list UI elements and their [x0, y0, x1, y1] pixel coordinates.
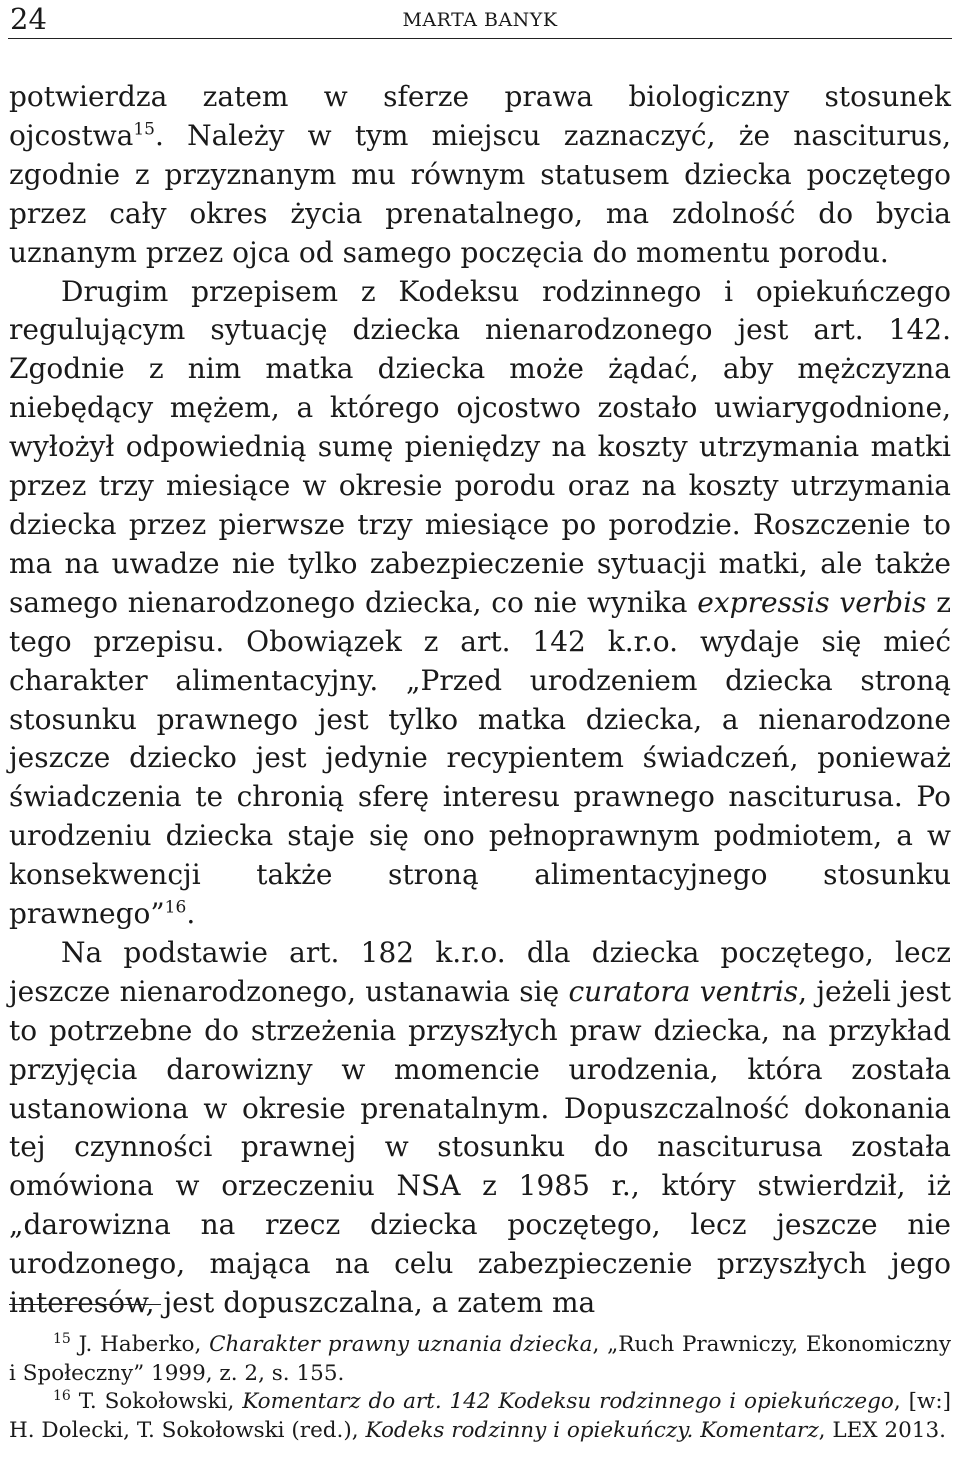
paragraph-1-text: potwierdza zatem w sferze prawa biologiczny stosunek ojcostwa [9, 80, 951, 152]
paragraph-2-end: . [186, 897, 196, 931]
footnote-15 [9, 1331, 951, 1388]
paragraph-3 [9, 934, 951, 1323]
paragraph-2-text: Drugim przepisem z Kodeksu rodzinnego i opiekuńczego regulującym sytuację dziecka nienarodzonego jest art. 142. Zgodnie z nim matka dziecka może żądać, aby mężczyzna niebędący mężem, a którego ojcostwo zostało uwiarygodnione, wyłożył odpowiednią sumę pieniędzy na koszty utrzymania matki przez trzy miesiące w okresie porodu oraz na koszty utrzymania dziecka przez pierwsze trzy miesiące po porodzie. Roszczenie to ma na uwadze nie tylko zabezpieczenie sytuacji matki, ale także samego nienarodzonego dziecka, co nie wynika [9, 274, 951, 619]
paragraph-2-text-cont: z tego przepisu. Obowiązek z art. 142 k.r.o. wydaje się mieć charakter alimentacyjny. „Przed urodzeniem dziecka stroną stosunku prawnego jest tylko matka dziecka, a nienarodzone jeszcze dziecko jest jedynie recypientem świadczeń, ponieważ świadczenia te chronią sferę interesu prawnego nasciturusa. Po urodzeniu dziecka staje się ono pełnoprawnym podmiotem, a w konsekwencji także stroną alimentacyjnego stosunku prawnego” [9, 585, 951, 931]
footnote-title: Charakter prawny uznania dziecka [209, 1332, 593, 1357]
footnotes [9, 1331, 951, 1445]
paragraph-3-text: Na podstawie art. 182 k.r.o. dla dziecka poczętego, lecz jeszcze nienarodzonego, ustanawia się [9, 935, 951, 1008]
footnote-number: 16 [53, 1387, 71, 1404]
footnote-ref-15[interactable]: 15 [133, 119, 155, 140]
italic-phrase: expressis verbis [697, 585, 927, 619]
italic-phrase: curatora ventris [568, 974, 799, 1008]
paragraph-3-text-cont: , jeżeli jest to potrzebne do strzeżenia przyszłych praw dziecka, na przykład przyjęcia darowizny w momencie urodzenia, która została ustanowiona w okresie prenatalnym. Dopuszczalność dokonania tej czynności prawnej w stosunku do nasciturusa została omówiona w orzeczeniu NSA z 1985 r., który stwierdził, iż „darowizna na rzecz dziecka poczętego, lecz jeszcze nie urodzonego, mająca na celu zabezpieczenie przyszłych jego interesów, jest dopuszczalna, a zatem ma [9, 974, 952, 1320]
main-text [9, 78, 951, 1323]
footnote-16 [9, 1388, 951, 1445]
paragraph-2 [9, 273, 951, 934]
footnote-text: J. Haberko, [70, 1332, 210, 1357]
footnote-text: T. Sokołowski, [70, 1389, 243, 1414]
footnote-text-end: , LEX 2013. [818, 1417, 946, 1443]
page-number: 24 [10, 2, 47, 36]
footnote-text-cont: , „Ruch Prawniczy, Ekonomiczny i Społeczny” 1999, z. 2, s. 155. [9, 1332, 951, 1386]
running-head-author: MARTA BANYK [402, 9, 558, 31]
page-header [8, 0, 952, 39]
footnote-number: 15 [53, 1330, 71, 1347]
footnote-text-cont: , [w:] H. Dolecki, T. Sokołowski (red.), [9, 1389, 951, 1443]
paragraph-1-rest: . Należy w tym miejscu zaznaczyć, że nasciturus, zgodnie z przyznanym mu równym statusem dziecka poczętego przez cały okres życia prenatalnego, ma zdolność do bycia uznanym przez ojca od samego poczęcia do momentu porodu. [9, 118, 951, 269]
paragraph-1 [9, 78, 951, 273]
footnote-ref-16[interactable]: 16 [164, 897, 187, 918]
footnote-title-2: Kodeks rodzinny i opiekuńczy. Komentarz [365, 1417, 819, 1443]
footnote-separator [9, 1304, 161, 1305]
footnote-title: Komentarz do art. 142 Kodeksu rodzinnego i opiekuńczego [242, 1389, 894, 1414]
